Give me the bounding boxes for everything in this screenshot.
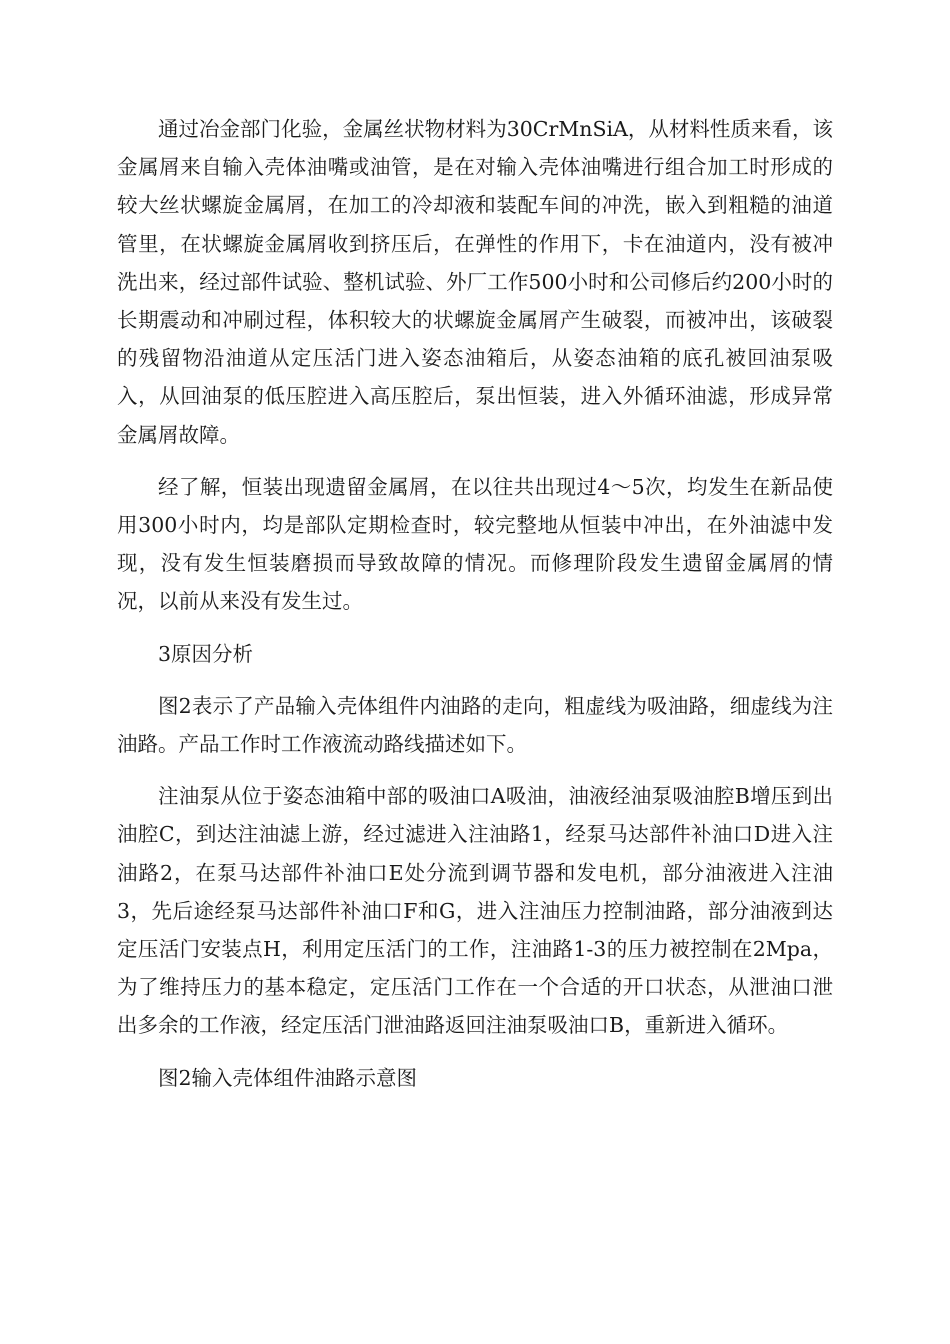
- document-page: [117, 110, 833, 1097]
- paragraph-figure-intro: 图2表示了产品输入壳体组件内油路的走向，粗虚线为吸油路，细虚线为注油路。产品工作时工作液流动路线描述如下。: [117, 693, 833, 757]
- paragraph-oil-flow: 注油泵从位于姿态油箱中部的吸油口A吸油，油液经油泵吸油腔B增压到出油腔C，到达注油滤上游，经过滤进入注油路1，经泵马达部件补油口D进入注油路2，在泵马达部件补油口E处分流到调节器和发电机，部分油液进入注油3，先后途经泵马达部件补油口F和G，进入注油压力控制油路，部分油液到达定压活门安装点H，利用定压活门的工作，注油路1-3的压力被控制在2Mpa，为了维持压力的基本稳定，定压活门工作在一个合适的开口状态，从泄油口泄出多余的工作液，经定压活门泄油路返回注油泵吸油口B，重新进入循环。: [117, 784, 833, 1038]
- paragraph-history: 经了解，恒装出现遗留金属屑，在以往共出现过4～5次，均发生在新品使用300小时内，均是部队定期检查时，较完整地从恒装中冲出，在外油滤中发现，没有发生恒装磨损而导致故障的情况。而修理阶段发生遗留金属屑的情况，以前从来没有发生过。: [117, 474, 833, 614]
- section-heading: 3原因分析: [158, 641, 254, 666]
- paragraph-metallurgy-analysis: 通过冶金部门化验，金属丝状物材料为30CrMnSiA，从材料性质来看，该金属屑来自输入壳体油嘴或油管，是在对输入壳体油嘴进行组合加工时形成的较大丝状螺旋金属屑，在加工的冷却液和装配车间的冲洗，嵌入到粗糙的油道管里，在状螺旋金属屑收到挤压后，在弹性的作用下，卡在油道内，没有被冲洗出来，经过部件试验、整机试验、外厂工作500小时和公司修后约200小时的长期震动和冲刷过程，体积较大的状螺旋金属屑产生破裂，而被冲出，该破裂的残留物沿油道从定压活门进入姿态油箱后，从姿态油箱的底孔被回油泵吸入，从回油泵的低压腔进入高压腔后，泵出恒装，进入外循环油滤，形成异常金属屑故障。: [117, 117, 833, 447]
- figure-caption: 图2输入壳体组件油路示意图: [158, 1065, 418, 1090]
